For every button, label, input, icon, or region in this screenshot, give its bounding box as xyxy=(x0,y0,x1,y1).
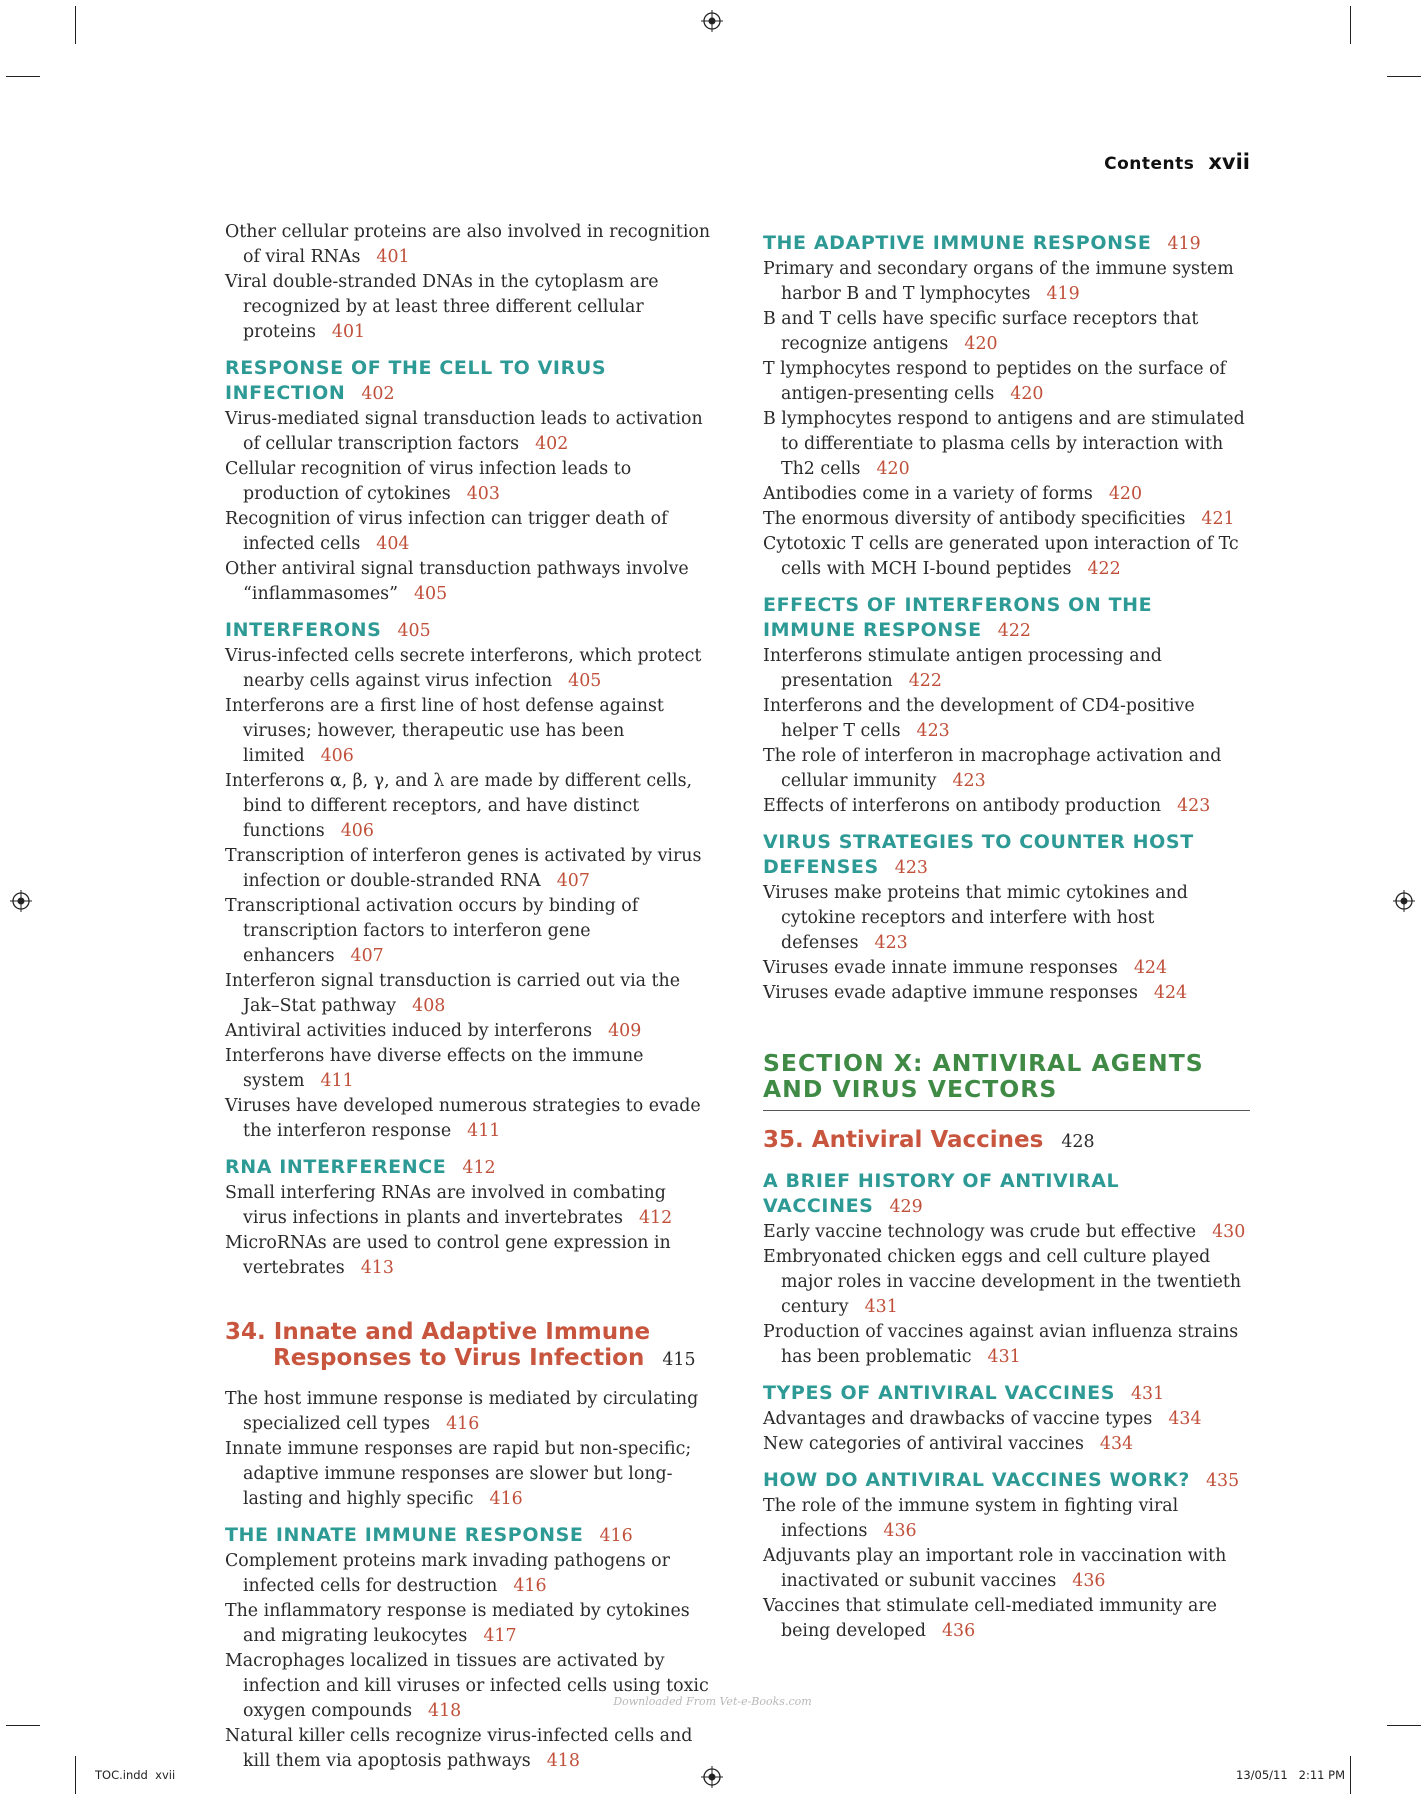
crop-mark xyxy=(75,1756,76,1794)
page-number: 431 xyxy=(1130,1384,1165,1404)
chapter-page-number: 428 xyxy=(1061,1132,1095,1152)
toc-entry-title: Cytotoxic T cells are generated upon interaction of Tc cells with MCH I-bound peptides xyxy=(763,534,1239,579)
toc-entry-title: The role of interferon in macrophage activation and cellular immunity xyxy=(763,746,1222,791)
toc-entry xyxy=(225,694,715,769)
toc-entry-title: Antibodies come in a variety of forms xyxy=(763,484,1093,504)
toc-entry-title: B lymphocytes respond to antigens and are stimulated to differentiate to plasma cells by interaction with Th2 cells xyxy=(763,409,1245,479)
toc-entry-title: Viruses make proteins that mimic cytokines and cytokine receptors and interfere with host defenses xyxy=(763,883,1188,953)
toc-entry xyxy=(763,357,1250,407)
toc-entry xyxy=(225,894,715,969)
page-number: 405 xyxy=(568,671,602,691)
crop-mark xyxy=(1350,1756,1351,1794)
toc-section-heading xyxy=(225,618,715,644)
toc-entry-title: Viral double-stranded DNAs in the cytoplasm are recognized by at least three different cellular proteins xyxy=(225,272,659,342)
toc-entry-title: Natural killer cells recognize virus-infected cells and kill them via apoptosis pathways xyxy=(225,1726,693,1771)
toc-entry-title: The host immune response is mediated by circulating specialized cell types xyxy=(225,1389,699,1434)
page-number: 422 xyxy=(908,671,942,691)
toc-section-heading xyxy=(763,1169,1250,1220)
slug-date xyxy=(1236,1768,1345,1782)
registration-mark-icon xyxy=(701,10,723,32)
slug-time: 2:11 PM xyxy=(1298,1768,1345,1782)
toc-entry-title: Interferon signal transduction is carried out via the Jak–Stat pathway xyxy=(225,971,681,1016)
toc-entry-title: Viruses evade adaptive immune responses xyxy=(763,983,1138,1003)
registration-mark-icon xyxy=(10,890,32,912)
toc-entry xyxy=(225,644,715,694)
toc-entry-title: T lymphocytes respond to peptides on the surface of antigen-presenting cells xyxy=(763,359,1226,404)
toc-section-heading xyxy=(225,1523,715,1549)
toc-entry-title: Primary and secondary organs of the immune system harbor B and T lymphocytes xyxy=(763,259,1234,304)
toc-entry xyxy=(763,507,1250,532)
toc-column-right xyxy=(763,220,1250,1644)
slug-file xyxy=(95,1768,175,1782)
toc-entry xyxy=(225,1599,715,1649)
toc-section-heading xyxy=(763,1468,1250,1494)
toc-entry-title: Interferons and the development of CD4-positive helper T cells xyxy=(763,696,1195,741)
page-number: 411 xyxy=(320,1071,354,1091)
toc-entry-title: Antiviral activities induced by interferons xyxy=(225,1021,593,1041)
toc-heading-title: HOW DO ANTIVIRAL VACCINES WORK? xyxy=(763,1469,1190,1491)
toc-section-heading xyxy=(763,830,1250,881)
chapter-name: Innate and Adaptive Immune Responses to Virus Infection xyxy=(273,1319,651,1371)
page-number: 423 xyxy=(952,771,986,791)
toc-entry xyxy=(225,220,715,270)
page-number: 436 xyxy=(1072,1571,1106,1591)
toc-entry xyxy=(763,1320,1250,1370)
toc-entry xyxy=(225,1094,715,1144)
toc-entry-title: Effects of interferons on antibody production xyxy=(763,796,1162,816)
toc-heading-title: TYPES OF ANTIVIRAL VACCINES xyxy=(763,1382,1115,1404)
page-number: 434 xyxy=(1168,1409,1202,1429)
toc-entry xyxy=(763,407,1250,482)
page-number: 413 xyxy=(360,1258,394,1278)
crop-mark xyxy=(1387,76,1421,77)
page-number: 403 xyxy=(466,484,500,504)
toc-entry-title: Viruses have developed numerous strategies to evade the interferon response xyxy=(225,1096,701,1141)
registration-mark-icon xyxy=(1393,890,1415,912)
toc-entry-title: Complement proteins mark invading pathogens or infected cells for destruction xyxy=(225,1551,670,1596)
toc-heading-title: RESPONSE OF THE CELL TO VIRUS INFECTION xyxy=(225,357,607,404)
toc-entry xyxy=(763,1220,1250,1245)
toc-heading-title: THE ADAPTIVE IMMUNE RESPONSE xyxy=(763,232,1152,254)
toc-entry xyxy=(763,1494,1250,1544)
toc-section-heading xyxy=(763,593,1250,644)
crop-mark xyxy=(1350,6,1351,44)
toc-entry-title: Interferons are a first line of host defense against viruses; however, therapeutic use has been limited xyxy=(225,696,664,766)
page-number: 431 xyxy=(864,1297,898,1317)
toc-entry-title: Virus-mediated signal transduction leads to activation of cellular transcription factors xyxy=(225,409,703,454)
toc-entry-title: The role of the immune system in fighting viral infections xyxy=(763,1496,1179,1541)
toc-entry xyxy=(763,1407,1250,1432)
toc-entry xyxy=(225,1549,715,1599)
page-number: 402 xyxy=(361,384,395,404)
toc-entry-title: The inflammatory response is mediated by cytokines and migrating leukocytes xyxy=(225,1601,690,1646)
chapter-title xyxy=(225,1319,715,1373)
page-number: 416 xyxy=(446,1414,480,1434)
toc-entry-title: Virus-infected cells secrete interferons, which protect nearby cells against virus infection xyxy=(225,646,702,691)
page-number: 402 xyxy=(535,434,569,454)
toc-entry xyxy=(225,1387,715,1437)
page-number: 423 xyxy=(1177,796,1211,816)
toc-entry-title: Production of vaccines against avian influenza strains has been problematic xyxy=(763,1322,1239,1367)
page-number: 431 xyxy=(987,1347,1021,1367)
toc-entry-title: Other antiviral signal transduction pathways involve “inflammasomes” xyxy=(225,559,689,604)
page-number: 419 xyxy=(1046,284,1080,304)
page-number: 412 xyxy=(462,1158,496,1178)
toc-column-left xyxy=(225,220,715,1774)
page-number: 419 xyxy=(1167,234,1201,254)
toc-entry-title: Recognition of virus infection can trigger death of infected cells xyxy=(225,509,668,554)
toc-entry-title: Embryonated chicken eggs and cell culture played major roles in vaccine development in the twentieth century xyxy=(763,1247,1242,1317)
toc-section-heading xyxy=(763,1381,1250,1407)
toc-entry-title: Macrophages localized in tissues are activated by infection and kill viruses or infected cells using toxic oxygen compounds xyxy=(225,1651,709,1721)
page-number: 409 xyxy=(608,1021,642,1041)
toc-entry xyxy=(225,507,715,557)
running-head xyxy=(1104,150,1250,174)
toc-entry xyxy=(763,694,1250,744)
crop-mark xyxy=(75,6,76,44)
toc-entry xyxy=(763,1432,1250,1457)
toc-entry xyxy=(763,744,1250,794)
page-number: 436 xyxy=(941,1621,976,1641)
chapter-name: Antiviral Vaccines xyxy=(811,1127,1044,1153)
toc-entry xyxy=(763,532,1250,582)
toc-entry-title: Innate immune responses are rapid but non-specific; adaptive immune responses are slower but long-lasting and highly specific xyxy=(225,1439,692,1509)
running-head-title: Contents xyxy=(1104,154,1195,174)
section-title-text: SECTION X: ANTIVIRAL AGENTS AND VIRUS VECTORS xyxy=(763,1049,1204,1103)
toc-heading-title: A BRIEF HISTORY OF ANTIVIRAL VACCINES xyxy=(763,1170,1120,1217)
toc-entry xyxy=(225,1437,715,1512)
toc-entry-title: Small interfering RNAs are involved in combating virus infections in plants and invertebrates xyxy=(225,1183,666,1228)
toc-entry xyxy=(763,956,1250,981)
page-number: 411 xyxy=(467,1121,501,1141)
crop-mark xyxy=(6,76,40,77)
toc-entry xyxy=(225,1231,715,1281)
slug-filename: TOC.indd xyxy=(95,1768,148,1782)
toc-entry-title: Transcription of interferon genes is activated by virus infection or double-stranded RNA xyxy=(225,846,702,891)
toc-entry xyxy=(763,1594,1250,1644)
toc-entry xyxy=(225,270,715,345)
toc-entry xyxy=(225,1019,715,1044)
toc-entry-title: Other cellular proteins are also involved in recognition of viral RNAs xyxy=(225,222,711,267)
chapter-page-number: 415 xyxy=(662,1350,696,1370)
toc-entry xyxy=(225,557,715,607)
toc-section-heading xyxy=(225,356,715,407)
toc-entry-title: Early vaccine technology was crude but effective xyxy=(763,1222,1197,1242)
toc-entry xyxy=(225,1649,715,1724)
page-number: 423 xyxy=(894,858,928,878)
toc-entry-title: Interferons α, β, γ, and λ are made by different cells, bind to different receptors, and have distinct functions xyxy=(225,771,693,841)
chapter-number: 34. xyxy=(225,1319,266,1345)
page-number: 412 xyxy=(638,1208,673,1228)
toc-entry xyxy=(225,407,715,457)
page-number: 407 xyxy=(556,871,590,891)
toc-entry xyxy=(225,769,715,844)
toc-heading-title: INTERFERONS xyxy=(225,619,382,641)
page-number: 424 xyxy=(1153,983,1188,1003)
slug-page: xvii xyxy=(155,1768,176,1782)
toc-heading-title: VIRUS STRATEGIES TO COUNTER HOST DEFENSES xyxy=(763,831,1194,878)
toc-entry xyxy=(763,644,1250,694)
page-number: 420 xyxy=(1010,384,1044,404)
page-number: 417 xyxy=(483,1626,517,1646)
crop-mark xyxy=(1387,1725,1421,1726)
toc-entry xyxy=(763,257,1250,307)
page-number: 423 xyxy=(916,721,950,741)
toc-entry-title: Adjuvants play an important role in vaccination with inactivated or subunit vaccines xyxy=(763,1546,1227,1591)
toc-entry xyxy=(225,1181,715,1231)
page-number: 430 xyxy=(1212,1222,1246,1242)
page-number: 422 xyxy=(997,621,1031,641)
page-number: 416 xyxy=(599,1526,633,1546)
page-number: 429 xyxy=(889,1197,923,1217)
toc-entry-title: Advantages and drawbacks of vaccine types xyxy=(763,1409,1153,1429)
page-number: 420 xyxy=(1108,484,1143,504)
page-number: 422 xyxy=(1087,559,1121,579)
page-number: 423 xyxy=(874,933,908,953)
toc-entry xyxy=(225,969,715,1019)
part-section-title xyxy=(763,1050,1250,1111)
toc-section-heading xyxy=(763,231,1250,257)
toc-entry xyxy=(763,881,1250,956)
toc-entry-title: MicroRNAs are used to control gene expression in vertebrates xyxy=(225,1233,671,1278)
toc-entry-title: Transcriptional activation occurs by binding of transcription factors to interferon gene enhancers xyxy=(225,896,639,966)
page-number: 401 xyxy=(331,322,366,342)
page-number: 416 xyxy=(489,1489,523,1509)
page-number: 401 xyxy=(376,247,410,267)
page-number: 420 xyxy=(876,459,910,479)
toc-heading-title: RNA INTERFERENCE xyxy=(225,1156,447,1178)
toc-entry-title: Cellular recognition of virus infection leads to production of cytokines xyxy=(225,459,632,504)
page-number: 435 xyxy=(1205,1471,1240,1491)
page-number: 406 xyxy=(320,746,354,766)
toc-heading-title: EFFECTS OF INTERFERONS ON THE IMMUNE RESPONSE xyxy=(763,594,1153,641)
toc-entry-title: B and T cells have specific surface receptors that recognize antigens xyxy=(763,309,1199,354)
watermark: Downloaded From Vet-e-Books.com xyxy=(613,1695,812,1708)
page-number: 420 xyxy=(964,334,998,354)
page-number: 434 xyxy=(1099,1434,1134,1454)
page-number: 416 xyxy=(513,1576,547,1596)
toc-entry xyxy=(225,1724,715,1774)
toc-entry-title: Vaccines that stimulate cell-mediated immunity are being developed xyxy=(763,1596,1217,1641)
page-number: 421 xyxy=(1201,509,1235,529)
chapter-number: 35. xyxy=(763,1127,804,1153)
toc-entry xyxy=(225,844,715,894)
toc-entry xyxy=(763,307,1250,357)
page-number: 406 xyxy=(340,821,374,841)
toc-entry xyxy=(763,482,1250,507)
page-number: 418 xyxy=(546,1751,580,1771)
toc-entry-title: Interferons stimulate antigen processing and presentation xyxy=(763,646,1162,691)
toc-entry xyxy=(763,981,1250,1006)
toc-entry xyxy=(225,1044,715,1094)
chapter-title xyxy=(763,1127,1250,1155)
crop-mark xyxy=(6,1725,40,1726)
page-number: 436 xyxy=(883,1521,917,1541)
toc-entry xyxy=(763,794,1250,819)
toc-entry xyxy=(763,1245,1250,1320)
page-number: 404 xyxy=(376,534,410,554)
page-number: 418 xyxy=(428,1701,462,1721)
toc-heading-title: THE INNATE IMMUNE RESPONSE xyxy=(225,1524,584,1546)
toc-entry xyxy=(225,457,715,507)
toc-entry-title: Viruses evade innate immune responses xyxy=(763,958,1118,978)
page-number: 407 xyxy=(350,946,384,966)
page-folio: xvii xyxy=(1208,150,1250,174)
slug-date-value: 13/05/11 xyxy=(1236,1768,1288,1782)
toc-entry-title: Interferons have diverse effects on the immune system xyxy=(225,1046,644,1091)
toc-entry xyxy=(763,1544,1250,1594)
toc-section-heading xyxy=(225,1155,715,1181)
toc-entry-title: New categories of antiviral vaccines xyxy=(763,1434,1084,1454)
page-number: 424 xyxy=(1133,958,1168,978)
page-number: 405 xyxy=(413,584,448,604)
page-number: 405 xyxy=(397,621,431,641)
page-number: 408 xyxy=(412,996,446,1016)
toc-entry-title: The enormous diversity of antibody specificities xyxy=(763,509,1186,529)
